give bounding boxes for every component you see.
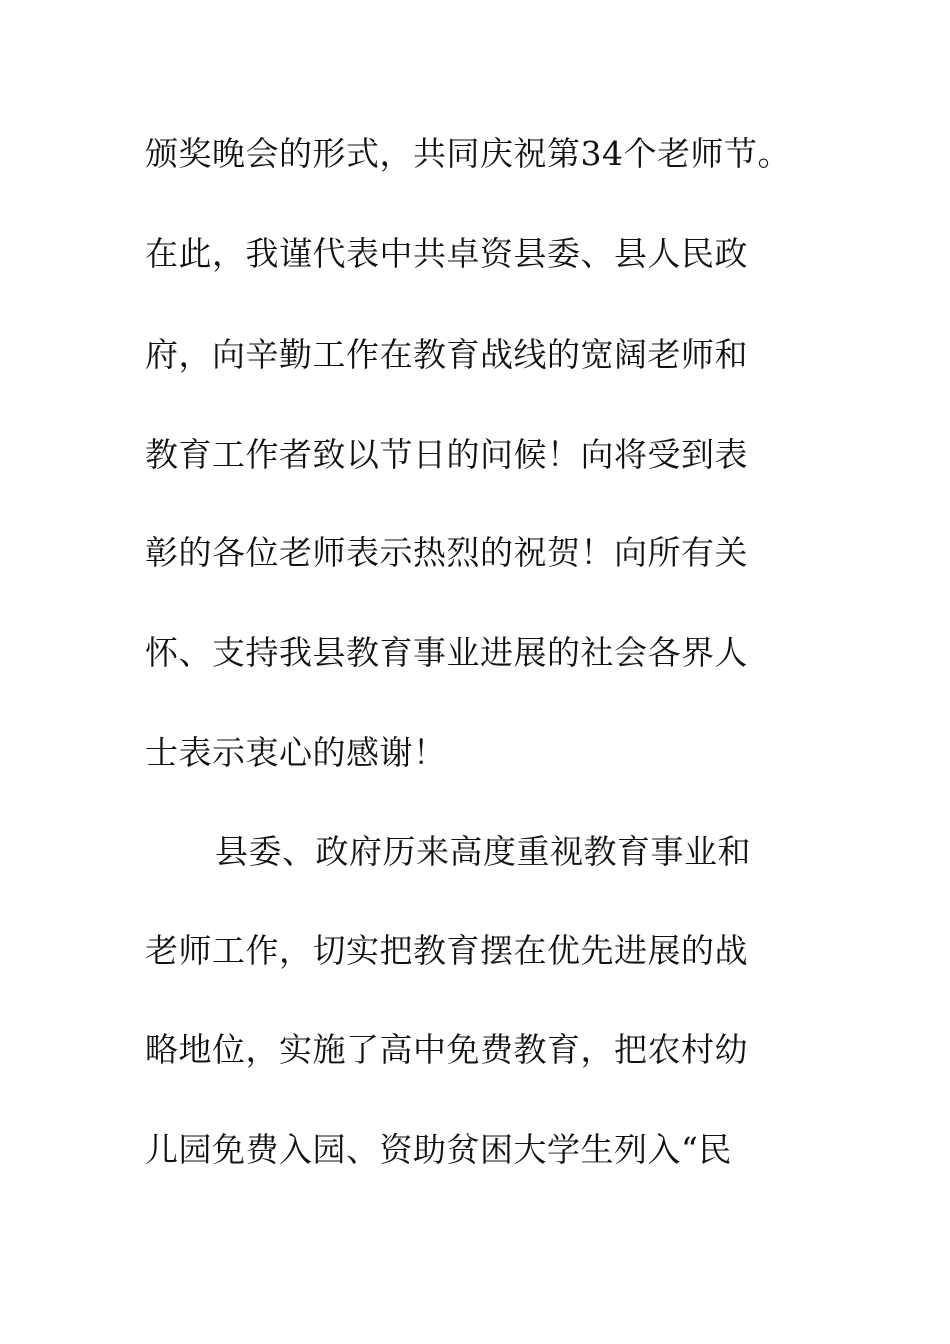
text-line-9: 老师工作，切实把教育摆在优先进展的战 <box>145 931 748 970</box>
text-line-2: 在此，我谨代表中共卓资县委、县人民政 <box>145 234 748 273</box>
text-line-7: 士表示衷心的感谢！ <box>145 733 447 772</box>
text-line-4: 教育工作者致以节日的问候！向将受到表 <box>145 435 748 474</box>
text-line-11: 儿园免费入园、资助贫困大学生列入“民 <box>145 1130 732 1169</box>
text-line-6: 怀、支持我县教育事业进展的社会各界人 <box>145 633 748 672</box>
text-line-3: 府，向辛勤工作在教育战线的宽阔老师和 <box>145 335 748 374</box>
paragraph-2-first-line: 县委、政府历来高度重视教育事业和 <box>215 832 751 871</box>
text-line-10: 略地位，实施了高中免费教育，把农村幼 <box>145 1030 748 1069</box>
text-line-1: 颁奖晚会的形式，共同庆祝第34个老师节。 <box>145 134 791 173</box>
text-line-5: 彰的各位老师表示热烈的祝贺！向所有关 <box>145 533 748 572</box>
